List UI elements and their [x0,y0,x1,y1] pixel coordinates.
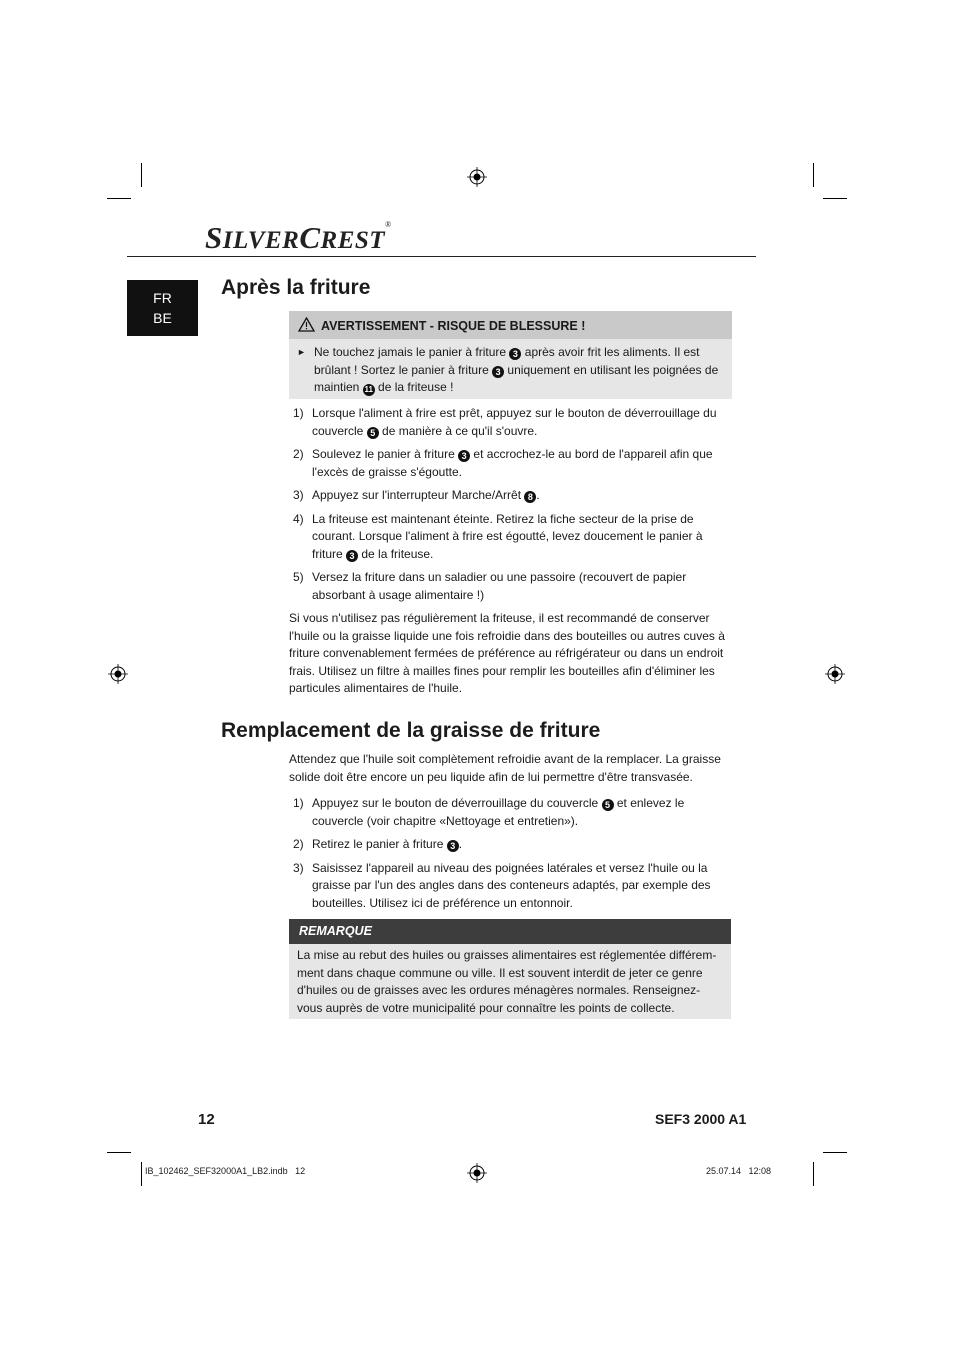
list-item [289,795,734,830]
step-text: . [458,837,463,851]
step-list [289,795,734,918]
step-text: La friteuse est maintenant éteinte. Retirez la fiche secteur de la prise de courant. Lorsque l'aliment à frire est égoutté, levez doucement le panier à friture [312,511,703,561]
list-item [289,487,734,505]
reference-number: 3 [346,550,358,562]
print-slug-file: IB_102462_SEF32000A1_LB2.indb 12 [145,1166,306,1176]
step-number: 5) [293,570,304,584]
header-rule [127,256,756,257]
step-number: 1) [293,406,304,420]
step-text: Saisissez l'appareil au niveau des poignées latérales et versez l'huile ou la graisse par l'un des angles dans des conteneurs adaptés, par exemple des bouteilles. Utilisez ici de préférence un entonnoir. [312,860,711,910]
crop-mark [107,1152,131,1153]
step-number: 4) [293,511,304,526]
warning-heading: AVERTISSEMENT - RISQUE DE BLESSURE ! [321,319,586,333]
reference-number: 8 [524,491,536,503]
section-title: Remplacement de la graisse de friture [221,719,601,742]
brand-logo: SILVERCREST® [205,220,392,255]
section-title: Après la friture [221,276,371,299]
list-item [289,446,734,481]
list-item [289,860,734,913]
crop-mark [141,163,142,187]
step-text: de la friteuse. [358,546,434,561]
list-item [289,569,734,604]
step-number: 2) [293,447,304,461]
crop-mark [813,1162,814,1186]
reference-number: 5 [367,427,379,439]
step-text: . [536,488,540,502]
step-text: Soulevez le panier à friture [312,447,459,461]
step-text: Appuyez sur le bouton de déverrouillage du couvercle [312,796,602,810]
reference-number: 11 [364,385,373,394]
registration-mark-icon [467,1163,487,1183]
reference-number: 3 [458,450,470,462]
registration-mark-icon [467,167,487,187]
registration-mark-icon [108,664,128,684]
step-number: 3) [293,860,304,875]
list-item [289,836,734,854]
note-text: La mise au rebut des huiles ou graisses alimentaires est réglementée différem-ment dans chaque commune ou ville. Il est souvent interdit de jeter ce genre d'huiles ou de graisses avec les ordures ménagères normales. Renseignez-vous auprès de votre municipalité pour connaître les points de collecte. [289,944,731,1019]
warning-text: Ne touchez jamais le panier à friture 3 après avoir frit les aliments. Il est brûlant ! Sortez le panier à friture 3 uniquement en utilisant les poignées de maintien 11 de la friteuse ! [314,345,719,394]
step-number: 2) [293,837,304,851]
step-list [289,405,734,610]
crop-mark [141,1162,142,1186]
crop-mark [823,198,847,199]
language-code-fr: FR [153,290,172,306]
step-number: 1) [293,796,304,810]
reference-number: 3 [447,840,459,852]
crop-mark [107,198,131,199]
step-text: Versez la friture dans un saladier ou une passoire (recouvert de papier absorbant à usage alimentaire !) [312,570,687,602]
step-text: Appuyez sur l'interrupteur Marche/Arrêt [312,488,525,502]
step-text: Retirez le panier à friture [312,837,447,851]
reference-number: 3 [492,366,504,378]
language-code-be: BE [153,310,172,326]
trademark: ® [385,220,392,229]
crop-mark [813,163,814,187]
warning-header [289,311,732,339]
registration-mark-icon [825,664,845,684]
step-number: 3) [293,488,304,502]
paragraph: Attendez que l'huile soit complètement refroidie avant de la remplacer. La graisse solide doit être encore un peu liquide afin de lui permettre d'être transvasée. [289,752,721,784]
reference-number: 5 [602,799,614,811]
language-tab [127,280,198,336]
bullet-arrow-icon: ► [297,347,306,357]
warning-box [289,311,732,399]
paragraph: Si vous n'utilisez pas régulièrement la friteuse, il est recommandé de conserver l'huile ou la graisse liquide une fois refroidie dans des bouteilles ou autres cuves à friture convenablement fermées de préférence au réfrigérateur ou dans un endroit frais. Utilisez un filtre à mailles fines pour remplir les bouteilles afin d'éliminer les particules alimentaires de l'huile. [289,611,725,695]
step-text: Lorsque l'aliment à frire est prêt, appuyez sur le bouton de déverrouillage du couvercle [312,406,717,438]
page-number: 12 [198,1111,215,1128]
list-item [289,511,734,564]
step-text: de manière à ce qu'il s'ouvre. [378,423,538,438]
list-item [289,405,734,440]
print-slug-date: 25.07.14 12:08 [706,1166,772,1176]
step-text: et enlevez le couvercle (voir chapitre «Nettoyage et entretien»). [312,796,685,828]
crop-mark [823,1152,847,1153]
reference-number: 3 [509,348,521,360]
model-number: SEF3 2000 A1 [655,1111,747,1127]
note-header: REMARQUE [289,919,731,944]
step-text: et accrochez-le au bord de l'appareil afin que l'excès de graisse s'égoutte. [312,447,713,479]
warning-triangle-icon [298,317,315,332]
